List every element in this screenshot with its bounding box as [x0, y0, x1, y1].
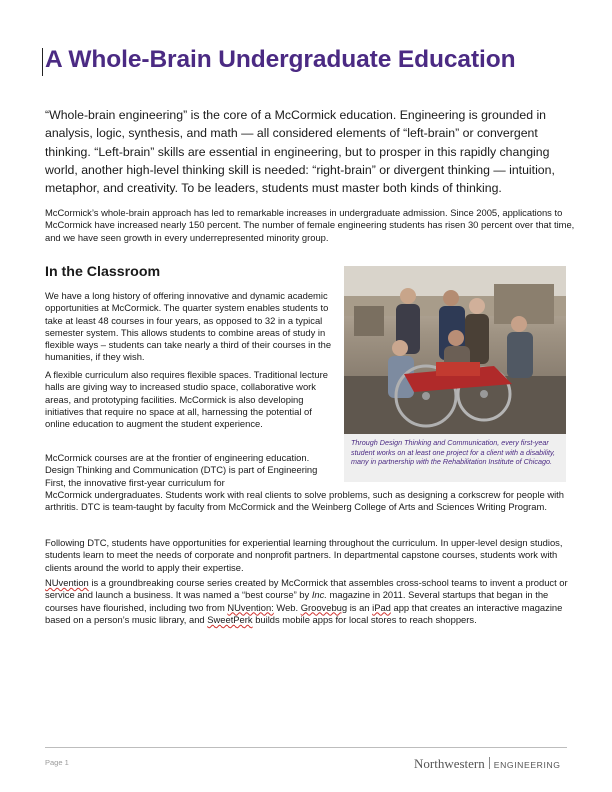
classroom-paragraph-3-start: McCormick courses are at the frontier of engineering education. Design Thinking and Communication (DTC) is part of Engineering First, the innovative first-year curriculum for — [45, 452, 318, 488]
paragraph-5-text: Web. — [273, 601, 301, 613]
classroom-paragraph-3-rest: McCormick undergraduates. Students work with real clients to solve problems, such as designing a corkscrew for people with arthritis. DTC is team-taught by faculty from McCormick and the Weinberg College of Arts and Sciences Writing Program. — [45, 488, 564, 513]
paragraph-5-text: app that creates an interactive magazine based on a person’s music library, and — [45, 601, 563, 625]
page-number: Page 1 — [45, 758, 69, 767]
intro-paragraph: McCormick’s whole-brain approach has led to remarkable increases in undergraduate admission. Since 2005, applications to McCormick have increased nearly 150 percent. The number of female engineering students has risen 30 percent over that time, and we have seen growth in every underrepresented minority group. — [45, 207, 575, 243]
spelling-flag-nuvention[interactable]: NUvention — [45, 577, 89, 588]
spelling-flag-groovebug[interactable]: Groovebug — [300, 601, 348, 613]
text-cursor — [42, 48, 43, 76]
northwestern-engineering-logo — [414, 755, 561, 773]
classroom-paragraph-2: A flexible curriculum also requires flexible spaces. Traditional lecture halls are giving way to increased studio space, collaborative work areas, and prototyping facilities. McCormick is also developing initiatives that require no space at all, harnessing the potential of online education to augment the student experience. — [45, 369, 328, 430]
page-title: A Whole-Brain Undergraduate Education — [45, 46, 516, 73]
paragraph-5-text: is a groundbreaking course series created by McCormick that assembles cross-school teams to invent a product or service and launch a business. It was named a “best course” by — [45, 577, 568, 601]
spelling-flag-nuvention-2[interactable]: NUvention: — [227, 601, 274, 613]
spelling-flag-ipad[interactable]: iPad — [372, 601, 391, 613]
section-heading-classroom: In the Classroom — [45, 264, 161, 280]
spelling-flag-sweetperk[interactable]: SweetPerk — [207, 613, 253, 625]
lead-paragraph: “Whole-brain engineering” is the core of a McCormick education. Engineering is grounded in analysis, logic, synthesis, and math — all considered elements of “left-brain” or convergent thinking. “Left-brain” skills are essential in engineering, but to prosper in this rapidly changing world, another high-level thinking skill is needed: “right-brain” or divergent thinking — intuition, metaphor, and creativity. To be leaders, students must master both kinds of thinking. — [45, 108, 555, 196]
inc-magazine-name: Inc. — [311, 589, 327, 601]
classroom-paragraph-1: We have a long history of offering innovative and dynamic academic opportunities at McCormick. The quarter system enables students to take at least 48 courses in four years, as opposed to 32 in a typical semester system. This allows students to combine areas of study in flexible ways – students can take nearly a third of their courses in the humanities, if they wish. — [45, 290, 332, 363]
classroom-paragraph-5 — [45, 577, 580, 626]
classroom-photo — [344, 266, 566, 434]
logo-wordmark: Northwestern — [414, 756, 485, 771]
paragraph-5-text: builds mobile apps for local stores to reach shoppers. — [252, 613, 477, 625]
classroom-paragraph-4: Following DTC, students have opportunities for experiential learning throughout the curriculum. In upper-level design studios, students learn to meet the needs of corporate and nonprofit partners. In departmental capstone courses, students work with clients around the world to apply their expertise. — [45, 537, 563, 573]
paragraph-5-text: magazine in 2011. Several startups that began in the courses have flourished, including two from — [45, 589, 549, 613]
footer-divider — [45, 747, 567, 748]
photo-caption: Through Design Thinking and Communication, every first-year student works on at least one project for a client with a disability, many in partnership with the Rehabilitation Institute of Chicago. — [351, 438, 556, 467]
paragraph-5-text: is an — [347, 601, 373, 613]
logo-separator — [489, 757, 490, 769]
photo-illustration — [344, 266, 566, 434]
logo-subtitle: ENGINEERING — [493, 760, 561, 770]
photo-figure — [344, 266, 566, 482]
